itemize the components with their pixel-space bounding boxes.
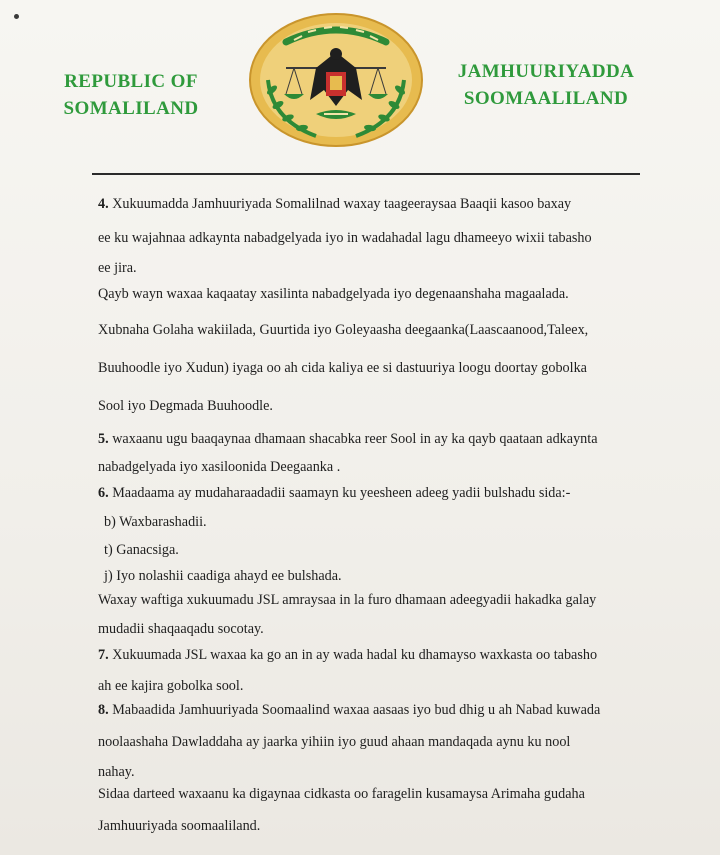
header-english-line1: REPUBLIC OF [64, 71, 198, 92]
text-line: Waxay waftiga xukuumadu JSL amraysaa in la furo dhamaan adeegyadii hakadka galay [98, 592, 597, 608]
point-number: 6. [98, 485, 109, 501]
corner-mark [14, 14, 19, 19]
point-number: 8. [98, 702, 109, 718]
text-line: Sool iyo Degmada Buuhoodle. [98, 398, 273, 414]
text-line: Xukuumada JSL waxaa ka go an in ay wada hadal ku dhamayso waxkasta oo tabasho [112, 647, 598, 663]
text-line: Jamhuuriyada soomaaliland. [98, 818, 261, 834]
header-somali [446, 58, 646, 112]
text-line: Buuhoodle iyo Xudun) iyaga oo ah cida kaliya ee si dastuuriya loogu doortay gobolka [98, 360, 587, 376]
list-item: t) Ganacsiga. [104, 542, 179, 558]
text-line: Xubnaha Golaha wakiilada, Guurtida iyo Goleyaasha deegaanka(Laascaanood,Taleex, [98, 322, 589, 338]
header-divider [92, 173, 640, 175]
text-line: Sidaa darteed waxaanu ka digaynaa cidkasta oo faragelin kusamaysa Arimaha gudaha [98, 786, 585, 802]
text-line: ee ku wajahnaa adkaynta nabadgelyada iyo in wadahadal lagu dhameeyo wixii tabasho [98, 230, 592, 246]
text-line: Mabaadida Jamhuuriyada Soomaalind waxaa aasaas iyo bud dhig u ah Nabad kuwada [112, 702, 601, 718]
header-somali-line1: JAMHUURIYADDA [457, 61, 635, 82]
coat-of-arms-emblem [246, 10, 426, 150]
text-line: Xukuumadda Jamhuuriyada Somalilnad waxay taageeraysaa Baaqii kasoo baxay [112, 196, 572, 212]
text-line: Qayb wayn waxaa kaqaatay xasilinta nabadgelyada iyo degenaanshaha magaalada. [98, 286, 569, 302]
list-item: b) Waxbarashadii. [104, 514, 207, 530]
text-line: Maadaama ay mudaharaadadii saamayn ku yeesheen adeeg yadii bulshadu sida:- [112, 485, 571, 501]
list-item: j) Iyo nolashii caadiga ahayd ee bulshada. [104, 568, 342, 584]
text-line: ah ee kajira gobolka sool. [98, 678, 244, 694]
text-line: noolaashaha Dawladdaha ay jaarka yihiin iyo guud ahaan mandaqada aynu ku nool [98, 734, 571, 750]
text-line: waxaanu ugu baaqaynaa dhamaan shacabka reer Sool in ay ka qayb qaataan adkaynta [112, 431, 598, 447]
header-english [36, 68, 226, 122]
point-8-line [98, 702, 600, 719]
point-5-line [98, 431, 598, 448]
point-number: 5. [98, 431, 109, 447]
header-english-line2: SOMALILAND [63, 98, 199, 119]
text-line: nahay. [98, 764, 135, 780]
point-4-line [98, 196, 571, 213]
text-line: mudadii shaqaaqadu socotay. [98, 621, 264, 637]
point-number: 4. [98, 196, 109, 212]
point-6-line [98, 485, 570, 502]
point-7-line [98, 647, 597, 664]
header-somali-line2: SOOMAALILAND [463, 88, 629, 109]
text-line: ee jira. [98, 260, 137, 276]
point-number: 7. [98, 647, 109, 663]
text-line: nabadgelyada iyo xasiloonida Deegaanka . [98, 459, 341, 475]
